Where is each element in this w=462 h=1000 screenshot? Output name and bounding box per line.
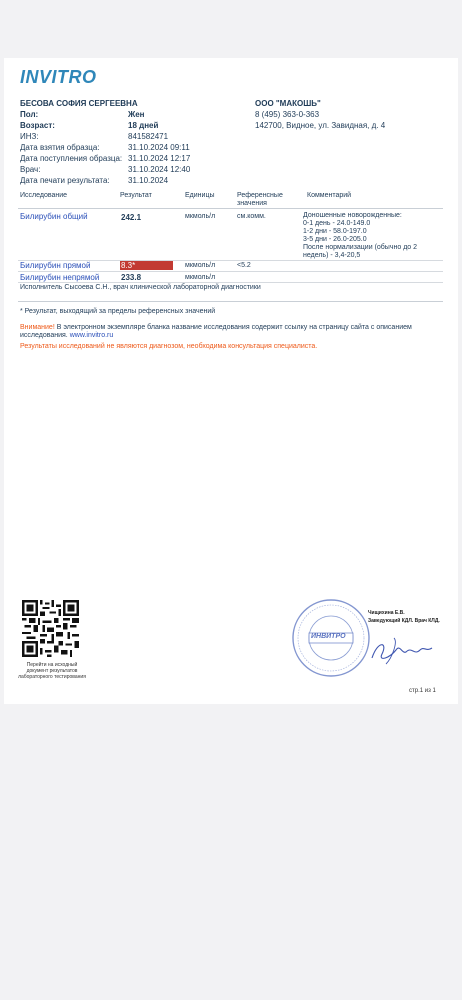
qr-caption: Перейти на исходный документ результатов лабораторного тестирования [18,662,86,680]
comment-line: 3-5 дни - 26.0-205.0 [303,236,367,243]
comment-line: 1-2 дни - 58.0-197.0 [303,228,367,235]
age-label: Возраст: [20,121,55,130]
col-header-ref: Референсные значения [237,192,283,207]
qr-code-icon[interactable] [22,600,79,657]
sex-value: Жен [128,110,145,119]
patient-name: БЕСОВА СОФИЯ СЕРГЕЕВНА [20,99,138,108]
doctor-title: Заведующий КДЛ. Врач КЛД. [368,618,440,624]
section-divider [18,301,443,302]
row-divider [18,271,443,272]
attention-note [20,324,445,340]
comment-line: недель) - 3,4-20,5 [303,252,361,259]
result-total-bilirubin: 242.1 [121,213,142,222]
col-header-units: Единицы [185,192,215,199]
comment-line: Доношенные новорожденные: [303,212,402,219]
doctor-label: Врач: [20,165,41,174]
page-number: стр.1 из 1 [409,688,436,694]
units-direct-bilirubin: мкмоль/л [185,262,216,269]
test-name-indirect-bilirubin[interactable]: Билирубин непрямой [20,273,100,282]
ref-total-bilirubin: см.комм. [237,213,266,220]
table-header-divider [18,208,443,209]
comment-line: 0-1 день - 24.0-149.0 [303,220,371,227]
out-of-range-footnote: * Результат, выходящий за пределы референсных значений [20,308,216,315]
test-name-total-bilirubin[interactable]: Билирубин общий [20,212,88,221]
col-header-result: Результат [120,192,152,199]
disclaimer: Результаты исследований не являются диагнозом, необходима консультация специалиста. [20,343,318,350]
result-sheet [4,58,458,704]
invitro-logo: INVITRO [20,67,97,87]
result-direct-bilirubin: 8.3* [121,261,136,270]
print-date-label: Дата печати результата: [20,176,110,185]
inz-label: ИНЗ: [20,132,39,141]
arrival-date-label: Дата поступления образца: [20,154,123,163]
invitro-link[interactable]: www.invitro.ru [69,332,114,339]
arrival-date-value: 31.10.2024 12:17 [128,154,191,163]
test-name-direct-bilirubin[interactable]: Билирубин прямой [20,261,91,270]
col-header-test: Исследование [20,192,68,199]
units-total-bilirubin: мкмоль/л [185,213,216,220]
row-divider [18,282,443,283]
result-indirect-bilirubin: 233.8 [121,273,142,282]
stamp-text: ИНВИТРО [311,633,346,640]
print-date-value: 31.10.2024 [128,176,169,185]
units-indirect-bilirubin: мкмоль/л [185,274,216,281]
sample-date-label: Дата взятия образца: [20,143,100,152]
executor-line: Исполнитель Сысоева С.Н., врач клинической лабораторной диагностики [20,284,261,291]
sex-label: Пол: [20,110,39,119]
col-header-comment: Комментарий [307,192,352,199]
attention-text: В электронном экземпляре бланка название исследования содержит ссылку на страницу сайта с описанием исследования. [20,324,412,339]
ref-direct-bilirubin: <5.2 [237,262,251,269]
doctor-name: Чищихина Е.В. [368,610,405,616]
doctor-value: 31.10.2024 12:40 [128,165,191,174]
age-value: 18 дней [128,121,159,130]
doctor-signature-icon [368,628,438,668]
lab-address: 142700, Видное, ул. Завидная, д. 4 [255,121,386,130]
lab-name: ООО "МАКОШЬ" [255,99,321,108]
lab-phone: 8 (495) 363-0-363 [255,110,320,119]
sample-date-value: 31.10.2024 09:11 [128,143,190,152]
inz-value: 841582471 [128,132,169,141]
comment-line: После нормализации (обычно до 2 [303,244,418,251]
attention-label: Внимание! [20,324,55,331]
